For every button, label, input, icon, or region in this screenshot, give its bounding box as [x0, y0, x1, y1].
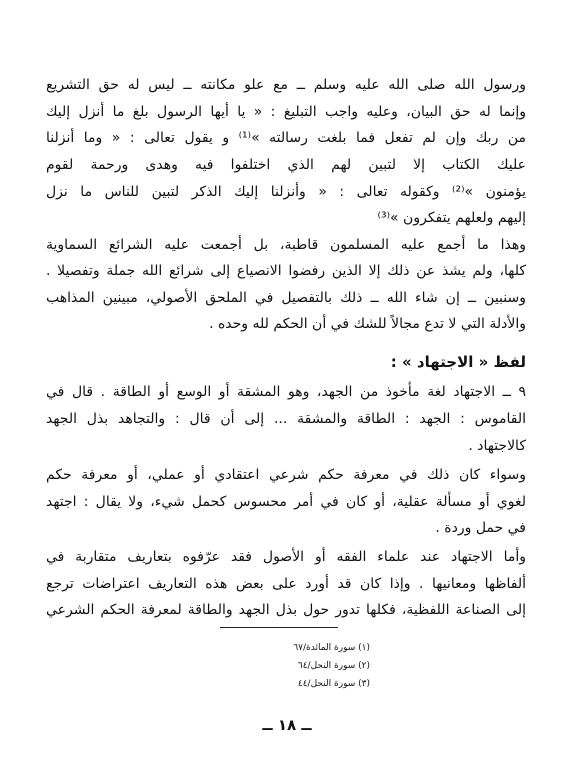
- text-line: إلى الصناعة اللفظية، فكلها تدور حول بذل الجهد والطاقة لمعرفة الحكم الشرعي: [46, 602, 526, 618]
- footnote: (٣) سورة النحل/٤٤: [297, 679, 370, 689]
- text-line: لغوي أو مسألة عقلية، أو كان في أمر محسوس كحمل شيء، ولا يقال : اجتهد: [46, 494, 526, 510]
- footnote: (٢) سورة النحل/٦٤: [297, 661, 370, 671]
- text-line: وسنبين ــ إن شاء الله ــ ذلك بالتفصيل في الملحق الأصولي، مبينين المذاهب: [46, 290, 526, 306]
- text-line: كالاجتهاد .: [468, 438, 526, 454]
- text-line: إليهم ولعلهم يتفكرون »⁽³⁾: [377, 210, 526, 226]
- text-line: يؤمنون »⁽²⁾ وكقوله تعالى : « وأنزلنا إليك الذكر لتبين للناس ما نزل: [46, 184, 526, 200]
- text-line: والأدلة التي لا تدع مجالاً للشك في أن الحكم لله وحده .: [209, 316, 526, 332]
- text-line: كلها، ولم يشذ عن ذلك إلا الذين رفضوا الانصياع إلى شرائع الله جملة وتفصيلا .: [46, 263, 526, 279]
- footnote-divider: [220, 627, 338, 628]
- text-line: وإنما له حق البيان، وعليه واجب التبليغ : « يا أيها الرسول بلغ ما أنزل إليك: [46, 104, 526, 120]
- text-line: وأما الاجتهاد عند علماء الفقه أو الأصول فقد عرّفوه بتعاريف متقاربة في: [46, 549, 526, 565]
- section-heading: لفظ « الاجتهاد » :: [390, 353, 526, 371]
- text-line: من ربك وإن لم تفعل فما بلغت رسالته »⁽¹⁾ و يقول تعالى : « وما أنزلنا: [46, 130, 526, 146]
- text-line: عليك الكتاب إلا لتبين لهم الذي اختلفوا فيه وهدى ورحمة لقوم: [46, 157, 526, 173]
- text-line: في حمل وردة .: [435, 520, 526, 536]
- text-line: القاموس : الجهد : الطاقة والمشقة ... إلى أن قال : والتجاهد بذل الجهد: [46, 411, 526, 427]
- footnote: (١) سورة المائدة/٦٧: [293, 643, 370, 653]
- text-line: ٩ ــ الاجتهاد لغة مأخوذ من الجهد، وهو المشقة أو الوسع أو الطاقة . قال في: [46, 384, 526, 400]
- text-line: ورسول الله صلى الله عليه وسلم ــ مع علو مكانته ــ ليس له حق التشريع: [46, 77, 526, 93]
- text-line: وسواء كان ذلك في معرفة حكم شرعي اعتقادي أو عملي، أو معرفة حكم: [46, 467, 526, 483]
- page-number: ــ ١٨ ــ: [262, 716, 312, 734]
- text-line: ألفاظها ومعانيها . وإذا كان قد أورد على بعض هذه التعاريف اعتراضات ترجع: [46, 576, 526, 592]
- text-line: وهذا ما أجمع عليه المسلمون قاطبة، بل أجمعت عليه الشرائع السماوية: [46, 237, 526, 253]
